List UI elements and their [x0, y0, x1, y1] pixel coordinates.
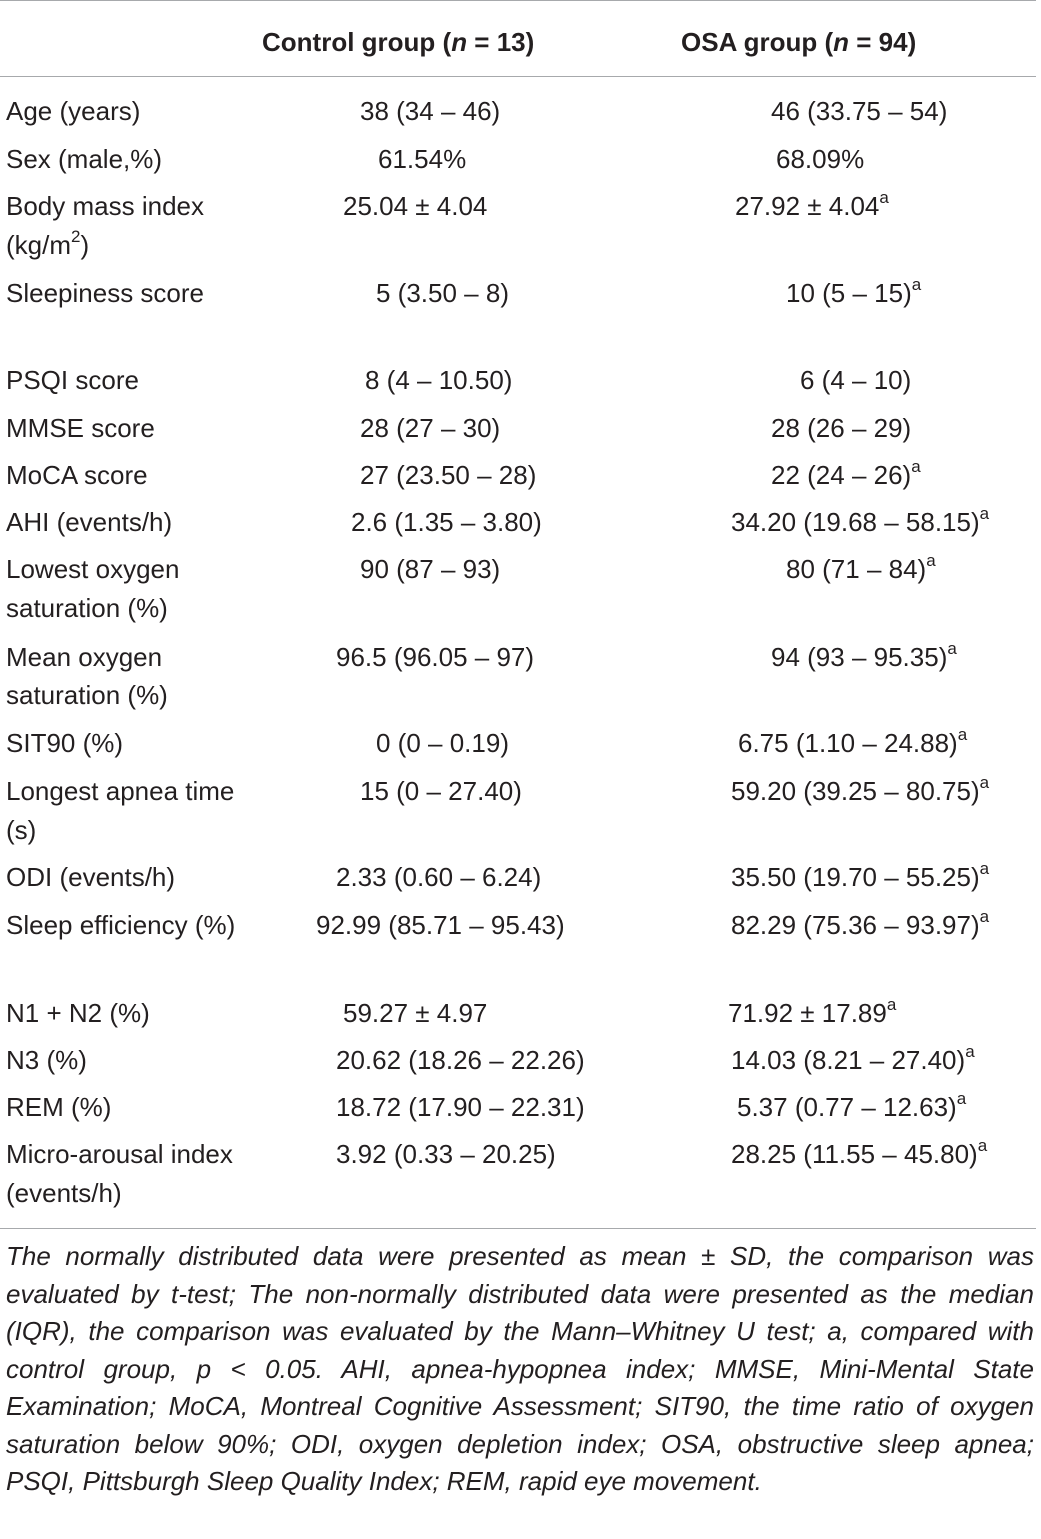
table-row	[0, 92, 1041, 131]
cell-osa-value	[731, 906, 989, 945]
row-label	[6, 1088, 236, 1127]
cell-osa-text: 6.75 (1.10 – 24.88)	[738, 728, 958, 758]
cell-osa-value	[771, 409, 911, 448]
table-row	[0, 994, 1041, 1033]
significance-superscript: a	[965, 1041, 975, 1061]
cell-control-value: 90 (87 – 93)	[360, 554, 501, 584]
significance-superscript: a	[879, 188, 889, 208]
table-row	[0, 456, 1041, 495]
significance-superscript: a	[979, 859, 990, 879]
row-label-text: ODI (events/h)	[6, 862, 176, 892]
row-label-text: N3 (%)	[6, 1044, 87, 1075]
cell-osa-value	[771, 456, 921, 495]
row-label	[6, 409, 236, 448]
table-row	[0, 503, 1041, 542]
row-label	[6, 638, 236, 715]
table-row	[0, 638, 1041, 715]
cell-osa-text: 46 (33.75 – 54)	[771, 96, 948, 126]
header-osa-group	[681, 22, 916, 62]
cell-osa-value	[731, 503, 989, 542]
cell-osa-text: 27.92 ± 4.04	[735, 191, 880, 221]
cell-osa-text: 80 (71 – 84)	[786, 554, 927, 584]
table-row	[0, 140, 1041, 179]
table-row	[0, 409, 1041, 448]
significance-superscript: a	[886, 994, 897, 1014]
cell-control-value: 28 (27 – 30)	[360, 412, 501, 443]
cell-osa-value	[731, 858, 989, 897]
cell-osa-value	[731, 1041, 975, 1080]
significance-superscript: a	[911, 456, 921, 476]
row-label-text: MMSE score	[6, 412, 155, 443]
cell-osa-value	[776, 140, 864, 179]
row-label-text: Sleep efficiency (%)	[6, 910, 236, 940]
cell-osa-value	[737, 1088, 966, 1127]
cell-osa-value	[800, 361, 911, 400]
significance-superscript: a	[957, 725, 968, 745]
header-osa-n-value: = 94)	[849, 27, 917, 57]
cell-osa-text: 28 (26 – 29)	[771, 412, 912, 443]
header-control-n-value: = 13)	[467, 27, 535, 57]
cell-control-value: 15 (0 – 27.40)	[360, 776, 522, 806]
cell-osa-value	[731, 1135, 987, 1174]
row-label-text: Longest apnea time (s)	[6, 776, 235, 845]
significance-superscript: a	[947, 638, 957, 658]
cell-control-value: 61.54%	[378, 143, 467, 174]
significance-superscript: a	[956, 1089, 967, 1109]
cell-control-value: 3.92 (0.33 – 20.25)	[336, 1139, 556, 1169]
table-row	[0, 361, 1041, 400]
row-label	[6, 994, 236, 1033]
row-label-tail: )	[80, 229, 90, 260]
row-label	[6, 140, 236, 179]
row-label	[6, 187, 236, 264]
cell-osa-text: 71.92 ± 17.89	[728, 997, 887, 1028]
significance-superscript: a	[977, 1136, 988, 1156]
row-label	[6, 906, 236, 945]
table-row	[0, 772, 1041, 849]
cell-osa-text: 14.03 (8.21 – 27.40)	[731, 1044, 966, 1075]
significance-superscript: a	[979, 773, 990, 793]
row-label-text: Sleepiness score	[6, 278, 204, 308]
row-label	[6, 503, 236, 542]
row-label-text: REM (%)	[6, 1092, 112, 1122]
table-header-rule	[0, 76, 1036, 77]
cell-control-value: 38 (34 – 46)	[360, 96, 501, 126]
cell-control-value: 2.6 (1.35 – 3.80)	[351, 506, 542, 537]
cell-control-value: 96.5 (96.05 – 97)	[336, 641, 535, 672]
cell-osa-text: 22 (24 – 26)	[771, 459, 912, 490]
row-label-superscript: 2	[71, 226, 81, 246]
header-osa-label: OSA group (	[681, 27, 834, 57]
row-label-text: Micro-arousal index (events/h)	[6, 1139, 233, 1208]
row-label	[6, 550, 236, 627]
table-row	[0, 187, 1041, 264]
cell-osa-value	[735, 187, 889, 226]
cell-control-value: 25.04 ± 4.04	[343, 191, 488, 221]
table-row	[0, 274, 1041, 351]
table-bottom-rule	[0, 1228, 1036, 1229]
cell-osa-text: 59.20 (39.25 – 80.75)	[731, 776, 980, 806]
cell-control-value: 2.33 (0.60 – 6.24)	[336, 862, 542, 892]
row-label-text: AHI (events/h)	[6, 506, 173, 537]
row-label-text: Lowest oxygen saturation (%)	[6, 554, 180, 623]
header-control-label: Control group (	[262, 27, 452, 57]
cell-control-value: 27 (23.50 – 28)	[360, 459, 537, 490]
cell-control-value: 20.62 (18.26 – 22.26)	[336, 1044, 585, 1075]
cell-osa-value	[786, 274, 921, 313]
cell-osa-text: 6 (4 – 10)	[800, 365, 912, 395]
cell-osa-text: 34.20 (19.68 – 58.15)	[731, 506, 980, 537]
cell-osa-value	[738, 724, 967, 763]
row-label	[6, 1041, 236, 1080]
row-label	[6, 1135, 236, 1212]
cell-osa-value	[786, 550, 936, 589]
cell-osa-value	[771, 638, 957, 677]
cell-osa-text: 28.25 (11.55 – 45.80)	[731, 1139, 978, 1169]
cell-osa-text: 82.29 (75.36 – 93.97)	[731, 910, 980, 940]
row-label	[6, 92, 236, 131]
table-row	[0, 724, 1041, 763]
cell-osa-value	[731, 772, 989, 811]
row-label	[6, 772, 236, 849]
row-label	[6, 456, 236, 495]
significance-superscript: a	[979, 907, 990, 927]
significance-superscript: a	[979, 503, 990, 523]
cell-control-value: 0 (0 – 0.19)	[376, 728, 509, 758]
row-label	[6, 274, 236, 313]
cell-osa-text: 94 (93 – 95.35)	[771, 641, 948, 672]
cell-osa-value	[771, 92, 947, 131]
row-label-text: N1 + N2 (%)	[6, 997, 150, 1028]
cell-control-value: 8 (4 – 10.50)	[365, 365, 513, 395]
cell-osa-text: 35.50 (19.70 – 55.25)	[731, 862, 980, 892]
row-label	[6, 361, 236, 400]
cell-osa-text: 68.09%	[776, 143, 865, 174]
cell-osa-text: 10 (5 – 15)	[786, 278, 912, 308]
table-row	[0, 550, 1041, 627]
header-control-group	[262, 22, 534, 62]
table-header	[0, 0, 1041, 76]
significance-superscript: a	[926, 551, 936, 571]
row-label-text: Sex (male,%)	[6, 143, 163, 174]
cell-control-value: 18.72 (17.90 – 22.31)	[336, 1092, 585, 1122]
row-label-text: PSQI score	[6, 365, 139, 395]
row-label-text: SIT90 (%)	[6, 728, 124, 758]
cell-osa-value	[728, 994, 896, 1033]
row-label-text: Body mass index (kg/m	[6, 191, 204, 260]
row-label-text: MoCA score	[6, 459, 148, 490]
row-label-text: Mean oxygen saturation (%)	[6, 641, 168, 710]
table-row	[0, 906, 1041, 983]
row-label	[6, 858, 236, 897]
table-row	[0, 1041, 1041, 1080]
table-row	[0, 858, 1041, 897]
cell-control-value: 5 (3.50 – 8)	[376, 278, 509, 308]
row-label-text: Age (years)	[6, 96, 141, 126]
cell-osa-text: 5.37 (0.77 – 12.63)	[737, 1092, 957, 1122]
table-row	[0, 1088, 1041, 1127]
header-osa-n-var: n	[833, 27, 850, 57]
cell-control-value: 92.99 (85.71 – 95.43)	[316, 910, 565, 940]
significance-superscript: a	[911, 275, 922, 295]
row-label	[6, 724, 236, 763]
header-control-n-var: n	[451, 27, 468, 57]
table-row	[0, 1135, 1041, 1212]
cell-control-value: 59.27 ± 4.97	[343, 997, 488, 1028]
table-footnote: The normally distributed data were presented as mean ± SD, the comparison was evaluated by t-test; The non-normally distributed data were presented as the median (IQR), the comparison was evaluated by the Mann–Whitney U test; a, compared with control group, p < 0.05. AHI, apnea-hypopnea index; MMSE, Mini-Mental State Examination; MoCA, Montreal Cognitive Assessment; SIT90, the time ratio of oxygen saturation below 90%; ODI, oxygen depletion index; OSA, obstructive sleep apnea; PSQI, Pittsburgh Sleep Quality Index; REM, rapid eye movement.	[6, 1241, 1034, 1496]
